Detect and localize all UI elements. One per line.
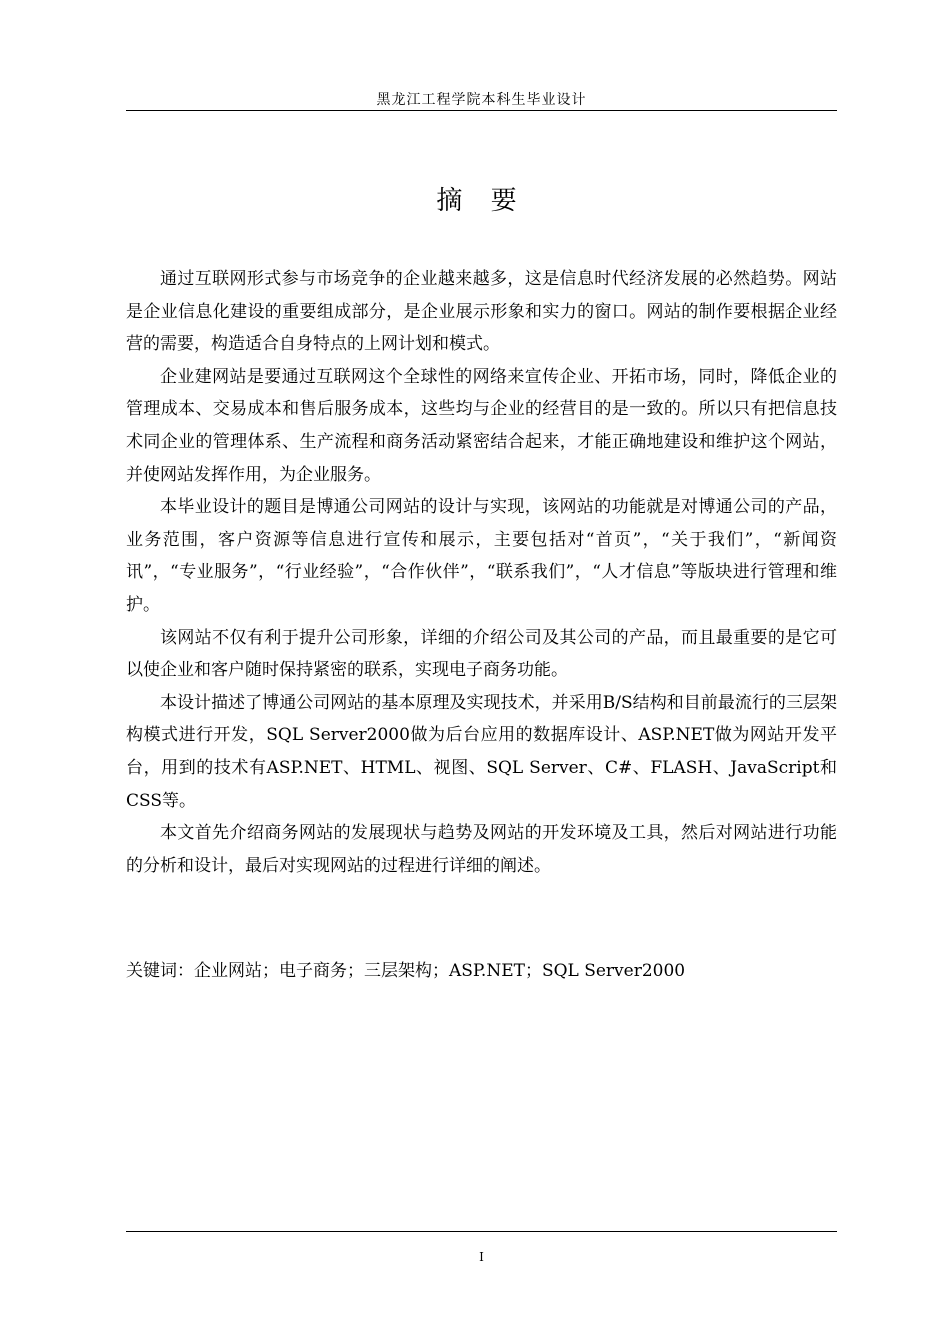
abstract-paragraph-4: 该网站不仅有利于提升公司形象，详细的介绍公司及其公司的产品，而且最重要的是它可以使企业和客户随时保持紧密的联系，实现电子商务功能。 — [126, 627, 837, 681]
abstract-body — [126, 263, 837, 882]
abstract-paragraph-6: 本文首先介绍商务网站的发展现状与趋势及网站的开发环境及工具，然后对网站进行功能的分析和设计，最后对实现网站的过程进行详细的阐述。 — [126, 823, 837, 876]
keywords-value: 企业网站；电子商务；三层架构；ASP.NET；SQL Server2000 — [194, 961, 686, 981]
abstract-heading: 摘 要 — [436, 186, 527, 216]
header-divider — [126, 110, 837, 111]
abstract-paragraph-3: 本毕业设计的题目是博通公司网站的设计与实现，该网站的功能就是对博通公司的产品，业务范围，客户资源等信息进行宣传和展示，主要包括对“首页”，“关于我们”，“新闻资讯”，“专业服务”，“行业经验”，“合作伙伴”，“联系我们”，“人才信息”等版块进行管理和维护。 — [126, 497, 837, 615]
abstract-paragraph-2: 企业建网站是要通过互联网这个全球性的网络来宣传企业、开拓市场，同时，降低企业的管理成本、交易成本和售后服务成本，这些均与企业的经营目的是一致的。所以只有把信息技术同企业的管理体系、生产流程和商务活动紧密结合起来，才能正确地建设和维护这个网站，并使网站发挥作用，为企业服务。 — [126, 366, 837, 485]
page-header-title: 黑龙江工程学院本科生毕业设计 — [376, 92, 587, 108]
keywords-label: 关键词： — [126, 961, 194, 981]
abstract-paragraph-1: 通过互联网形式参与市场竞争的企业越来越多，这是信息时代经济发展的必然趋势。网站是企业信息化建设的重要组成部分，是企业展示形象和实力的窗口。网站的制作要根据企业经营的需要，构造适合自身特点的上网计划和模式。 — [126, 269, 837, 355]
abstract-paragraph-5: 本设计描述了博通公司网站的基本原理及实现技术，并采用B/S结构和目前最流行的三层架构模式进行开发，SQL Server2000做为后台应用的数据库设计、ASP.NET做为网站开发平台，用到的技术有ASP.NET、HTML、视图、SQL Server、C#、FLASH、JavaScript和CSS等。 — [126, 692, 837, 811]
page-number: I — [479, 1250, 484, 1264]
footer-divider — [126, 1231, 837, 1232]
keywords-line — [126, 955, 837, 987]
